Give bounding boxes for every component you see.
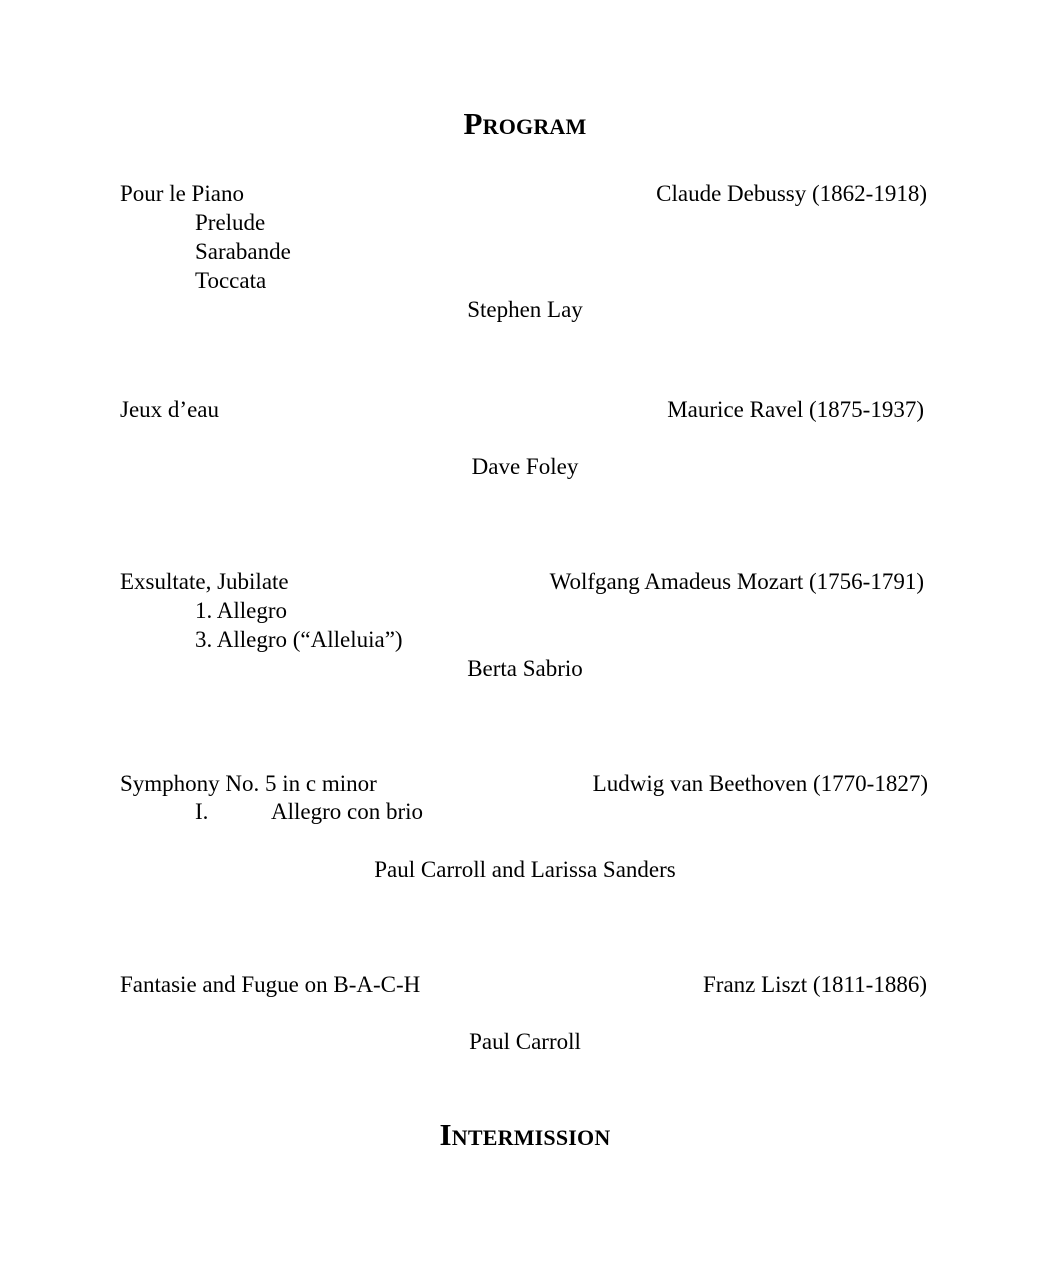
- intermission-heading: Intermission: [439, 1117, 611, 1152]
- composer-mozart: Wolfgang Amadeus Mozart (1756-1791): [549, 569, 924, 594]
- movement-toccata: Toccata: [195, 268, 267, 293]
- performer-debussy: Stephen Lay: [467, 297, 583, 322]
- program-heading: Program: [463, 106, 587, 141]
- performer-mozart: Berta Sabrio: [467, 656, 583, 681]
- movement-sarabande: Sarabande: [195, 239, 291, 264]
- performer-ravel: Dave Foley: [471, 454, 579, 479]
- composer-debussy: Claude Debussy (1862-1918): [656, 181, 927, 206]
- movement-number: I.: [195, 799, 209, 824]
- performer-liszt: Paul Carroll: [469, 1029, 581, 1054]
- piece-title-debussy: Pour le Piano: [120, 181, 244, 206]
- composer-beethoven: Ludwig van Beethoven (1770-1827): [592, 771, 928, 796]
- piece-title-beethoven: Symphony No. 5 in c minor: [120, 771, 377, 796]
- piece-title-liszt: Fantasie and Fugue on B-A-C-H: [120, 972, 421, 997]
- piece-title-mozart: Exsultate, Jubilate: [120, 569, 289, 594]
- composer-ravel: Maurice Ravel (1875-1937): [667, 397, 924, 422]
- performer-beethoven: Paul Carroll and Larissa Sanders: [374, 857, 676, 882]
- movement-allegro-con-brio: Allegro con brio: [271, 799, 424, 824]
- movement-alleluia: 3. Allegro (“Alleluia”): [195, 627, 403, 652]
- piece-title-ravel: Jeux d’eau: [120, 397, 219, 422]
- movement-prelude: Prelude: [195, 210, 266, 235]
- composer-liszt: Franz Liszt (1811-1886): [703, 972, 927, 997]
- movement-allegro: 1. Allegro: [195, 598, 287, 623]
